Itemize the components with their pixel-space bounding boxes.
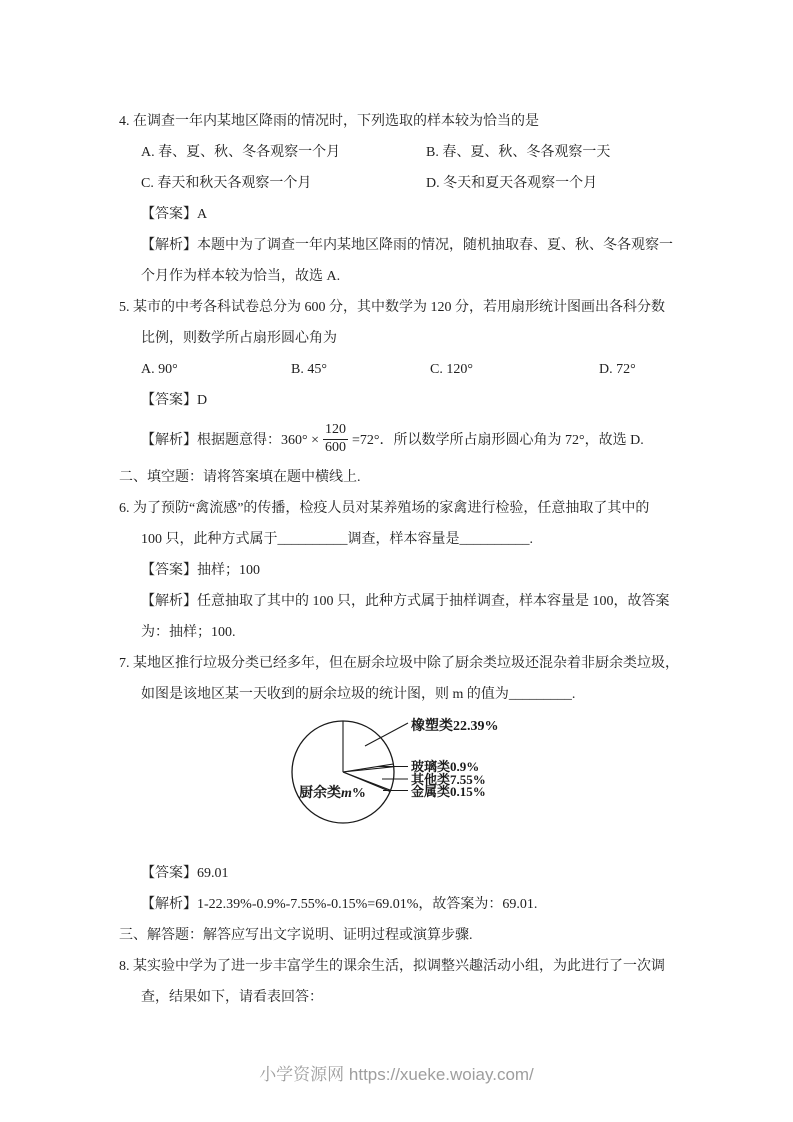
q4-analysis-line-1: 【解析】本题中为了调查一年内某地区降雨的情况，随机抽取春、夏、秋、冬各观察一 bbox=[141, 238, 673, 253]
q7-stem-line-2: 如图是该地区某一天收到的厨余垃圾的统计图，则 m 的值为_________. bbox=[141, 687, 576, 702]
q5-stem-line-1: 5. 某市的中考各科试卷总分为 600 分，其中数学为 120 分，若用扇形统计图画出各科分数 bbox=[119, 300, 665, 315]
pie-label-metal: 金属类0.15% bbox=[411, 784, 486, 799]
q6-stem-line-1: 6. 为了预防“禽流感”的传播，检疫人员对某养殖场的家禽进行检验，任意抽取了其中的 bbox=[119, 501, 650, 516]
pie-label-kitchen-suffix: % bbox=[351, 786, 366, 801]
q5-option-d: D. 72° bbox=[599, 362, 636, 377]
q4-option-c: C. 春天和秋天各观察一个月 bbox=[141, 176, 312, 191]
section-heading-solve: 三、解答题：解答应写出文字说明、证明过程或演算步骤. bbox=[119, 928, 473, 943]
pie-label-kitchen-variable: m bbox=[341, 786, 352, 801]
q5-analysis-post: =72°．所以数学所占扇形圆心角为 72°，故选 D. bbox=[352, 433, 644, 448]
q4-answer: 【答案】A bbox=[141, 207, 208, 222]
q5-analysis-pre: 【解析】根据题意得：360° × bbox=[141, 433, 319, 448]
pie-label-kitchen-prefix: 厨余类 bbox=[299, 786, 341, 801]
q7-pie-chart-block bbox=[119, 710, 684, 858]
q5-analysis bbox=[119, 416, 684, 462]
q4-option-d: D. 冬天和夏天各观察一个月 bbox=[426, 176, 598, 191]
fraction-120-over-600 bbox=[323, 422, 348, 455]
q5-options-row bbox=[119, 354, 684, 385]
footer-watermark: 小学资源网 https://xueke.woiay.com/ bbox=[259, 1065, 534, 1084]
q8-stem-line-1: 8. 某实验中学为了进一步丰富学生的课余生活，拟调整兴趣活动小组，为此进行了一次调 bbox=[119, 959, 665, 974]
q5-stem-line-2: 比例，则数学所占扇形圆心角为 bbox=[141, 331, 337, 346]
q6-analysis-line-2: 为：抽样；100. bbox=[141, 625, 236, 640]
exam-content bbox=[119, 106, 684, 1013]
q5-option-a: A. 90° bbox=[141, 362, 178, 377]
fraction-denominator: 600 bbox=[325, 439, 346, 455]
q6-answer: 【答案】抽样；100 bbox=[141, 563, 260, 578]
q4-option-b: B. 春、夏、秋、冬各观察一天 bbox=[426, 145, 611, 160]
q7-analysis: 【解析】1-22.39%-0.9%-7.55%-0.15%=69.01%，故答案为：69.01. bbox=[141, 897, 538, 912]
leader-line-rubber bbox=[365, 723, 408, 746]
pie-label-other: 其他类7.55% bbox=[411, 772, 486, 787]
q4-options-row-1 bbox=[119, 137, 684, 168]
q4-options-row-2 bbox=[119, 168, 684, 199]
pie-label-glass: 玻璃类0.9% bbox=[411, 759, 480, 774]
q8-stem-line-2: 查，结果如下，请看表回答： bbox=[141, 990, 323, 1005]
q6-analysis-line-1: 【解析】任意抽取了其中的 100 只，此种方式属于抽样调查，样本容量是 100，故答案 bbox=[141, 594, 670, 609]
fraction-numerator: 120 bbox=[325, 422, 346, 438]
pie-chart bbox=[288, 710, 548, 858]
q4-stem: 4. 在调查一年内某地区降雨的情况时，下列选取的样本较为恰当的是 bbox=[119, 114, 539, 129]
pie-label-kitchen bbox=[299, 784, 366, 801]
q7-answer: 【答案】69.01 bbox=[141, 866, 229, 881]
q5-option-b: B. 45° bbox=[291, 362, 327, 377]
q4-analysis-line-2: 个月作为样本较为恰当，故选 A. bbox=[141, 269, 341, 284]
q5-answer: 【答案】D bbox=[141, 393, 208, 408]
pie-label-rubber: 橡塑类22.39% bbox=[411, 719, 499, 734]
q6-stem-line-2: 100 只，此种方式属于__________调查，样本容量是__________. bbox=[141, 532, 533, 547]
q4-option-a: A. 春、夏、秋、冬各观察一个月 bbox=[141, 145, 341, 160]
q7-stem-line-1: 7. 某地区推行垃圾分类已经多年，但在厨余垃圾中除了厨余类垃圾还混杂着非厨余类垃圾， bbox=[119, 656, 679, 671]
q5-option-c: C. 120° bbox=[430, 362, 473, 377]
section-heading-fill-in: 二、填空题：请将答案填在题中横线上. bbox=[119, 470, 361, 485]
